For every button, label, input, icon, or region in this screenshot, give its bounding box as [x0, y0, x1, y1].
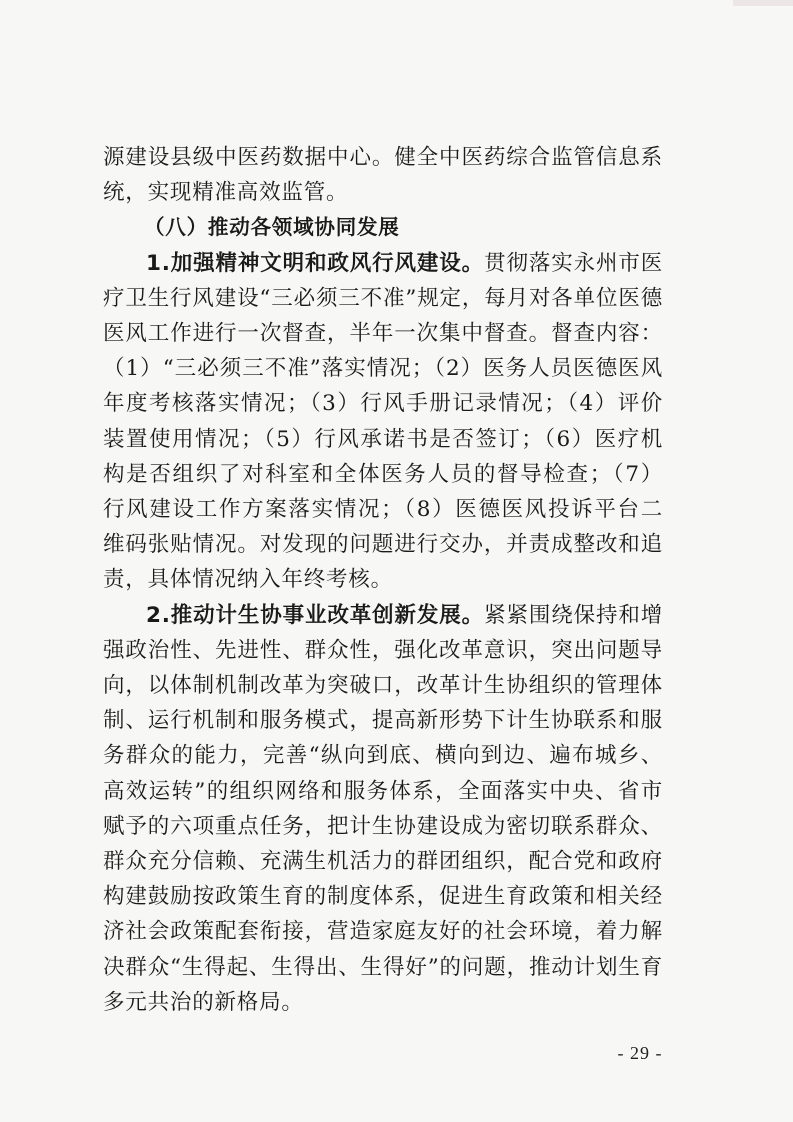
item-2-body: 紧紧围绕保持和增强政治性、先进性、群众性，强化改革意识，突出问题导向，以体制机制改革为突破口，改革计生协组织的管理体制、运行机制和服务模式，提高新形势下计生协联系和服务群众的能力，完善“纵向到底、横向到边、遍布城乡、高效运转”的组织网络和服务体系，全面落实中央、省市赋予的六项重点任务，把计生协建设成为密切联系群众、群众充分信赖、充满生机活力的群团组织，配合党和政府构建鼓励按政策生育的制度体系，促进生育政策和相关经济社会政策配套衔接，营造家庭友好的社会环境，着力解决群众“生得起、生得出、生得好”的问题，推动计划生育多元共治的新格局。: [103, 602, 663, 1015]
item-1-paragraph: [103, 246, 663, 598]
section-heading: （八）推动各领域协同发展: [144, 215, 400, 240]
page-number: - 29 -: [617, 1043, 663, 1063]
item-2-lead: 2.推动计生协事业改革创新发展。: [146, 602, 485, 628]
scan-edge-mark: [733, 0, 793, 6]
document-body: [103, 140, 663, 1020]
item-1-lead: 1.加强精神文明和政风行风建设。: [146, 250, 485, 276]
item-2-paragraph: [103, 598, 663, 1020]
item-1-body: 贯彻落实永州市医疗卫生行风建设“三必须三不准”规定，每月对各单位医德医风工作进行一次督查，半年一次集中督查。督查内容：（1）“三必须三不准”落实情况；（2）医务人员医德医风年度考核落实情况；（3）行风手册记录情况；（4）评价装置使用情况；（5）行风承诺书是否签订；（6）医疗机构是否组织了对科室和全体医务人员的督导检查；（7）行风建设工作方案落实情况；（8）医德医风投诉平台二维码张贴情况。对发现的问题进行交办，并责成整改和追责，具体情况纳入年终考核。: [103, 250, 663, 593]
intro-paragraph: 源建设县级中医药数据中心。健全中医药综合监管信息系统，实现精准高效监管。: [103, 145, 663, 206]
